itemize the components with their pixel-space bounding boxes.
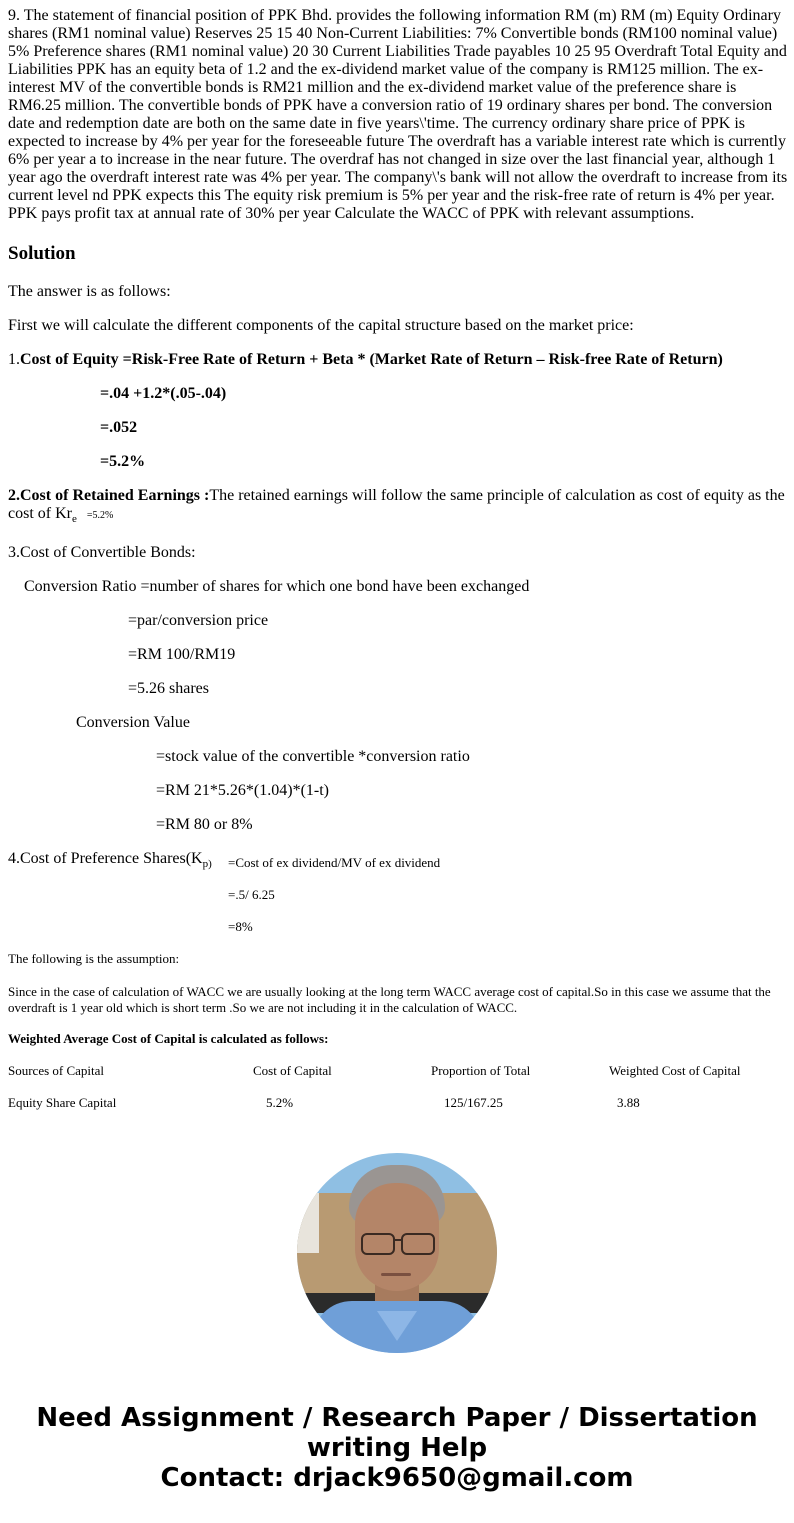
cell-source: Equity Share Capital <box>8 1095 117 1110</box>
wacc-heading: Weighted Average Cost of Capital is calculated as follows: <box>8 1031 329 1046</box>
header-sources: Sources of Capital <box>8 1063 105 1078</box>
cell-weighted: 3.88 <box>617 1095 640 1110</box>
equity-step-1: =.04 +1.2*(.05-.04) <box>100 385 227 402</box>
conversion-ratio-label: Conversion Ratio =number of shares for which one bond have been exchanged <box>24 578 530 595</box>
cell-cost: 5.2% <box>266 1095 294 1110</box>
cost-of-equity-formula <box>8 351 723 369</box>
preference-shares-title <box>8 850 212 868</box>
glasses-right-lens <box>401 1233 435 1255</box>
mouth <box>381 1273 411 1276</box>
assumption-text: Since in the case of calculation of WACC we are usually looking at the long term WACC average cost of capital.So in this case we assume that the overdraft is 1 year old which is short term .So we are not including it in the calculation of WACC. <box>8 984 771 1015</box>
conversion-value-step-2: =RM 21*5.26*(1.04)*(1-t) <box>156 782 330 799</box>
header-cost: Cost of Capital <box>253 1063 332 1078</box>
header-proportion: Proportion of Total <box>431 1063 531 1078</box>
retained-earnings-title: 2.Cost of Retained Earnings : <box>8 487 210 504</box>
conversion-ratio-step-2: =RM 100/RM19 <box>128 646 236 663</box>
solution-intro: The answer is as follows: <box>8 283 171 300</box>
promo-line-2: writing Help <box>306 1433 488 1463</box>
conversion-ratio-step-3: =5.26 shares <box>128 680 210 697</box>
question-text: 9. The statement of financial position of PPK Bhd. provides the following information RM (m) RM (m) Equity Ordinary shares (RM1 nominal value) Reserves 25 15 40 Non-Current Liabilities: 7% Convertible bonds (RM100 nominal value) 5% Preference shares (RM1 nominal value) 20 30 Current Liabilities Trade payables 10 25 95 Overdraft Total Equity and Liabilities PPK has an equity beta of 1.2 and the ex-dividend market value of the company is RM125 million. The ex-interest MV of the convertible bonds is RM21 million and the ex-dividend market value of the preference share is RM6.25 million. The convertible bonds of PPK have a conversion ratio of 19 ordinary shares per bond. The conversion date and redemption date are both on the same date in five years\'time. The currency ordinary share price of PPK is expected to increase by 4% per year for the foreseeable future The overdraft has a variable interest rate which is currently 6% per year a to increase in the near future. The overdraf has not changed in size over the last financial year, although 1 year ago the overdraft interest rate was 4% per year. The company\'s bank will not allow the overdraft to increase from its current level nd PPK expects this The equity risk premium is 5% per year and the risk-free rate of return is 4% per year. PPK pays profit tax at annual rate of 30% per year Calculate the WACC of PPK with relevant assumptions. <box>8 7 788 222</box>
preference-step-3: =8% <box>228 919 253 934</box>
glasses-bridge <box>393 1239 401 1241</box>
conversion-value-step-3: =RM 80 or 8% <box>156 816 253 833</box>
retained-earnings-text: The retained earnings will follow the same principle of calculation as cost of equity as the cost of Kr <box>8 487 785 522</box>
retained-earnings-subscript: e <box>71 513 77 525</box>
retained-earnings-value: =5.2% <box>86 510 114 521</box>
promo-line-1: Need Assignment / Research Paper / Dissertation <box>36 1403 758 1433</box>
glasses-left-lens <box>361 1233 395 1255</box>
header-weighted: Weighted Cost of Capital <box>609 1063 741 1078</box>
solution-heading: Solution <box>8 243 76 264</box>
preference-step-2: =.5/ 6.25 <box>228 887 275 902</box>
promo-banner <box>0 1403 794 1493</box>
author-photo-avatar <box>297 1153 497 1353</box>
solution-intro-2: First we will calculate the different components of the capital structure based on the market price: <box>8 317 634 334</box>
preference-subscript: p) <box>202 858 212 870</box>
retained-earnings-paragraph <box>8 487 790 525</box>
conversion-ratio-step-1: =par/conversion price <box>128 612 269 629</box>
conversion-value-label: Conversion Value <box>76 714 190 731</box>
item-number: 1. <box>8 351 20 368</box>
cost-of-equity-title: Cost of Equity =Risk-Free Rate of Return + Beta * (Market Rate of Return – Risk-free Rate of Return) <box>20 351 723 368</box>
cell-proportion: 125/167.25 <box>444 1095 503 1110</box>
assumption-heading: The following is the assumption: <box>8 951 180 966</box>
promo-contact: Contact: drjack9650@gmail.com <box>160 1463 634 1493</box>
convertible-bonds-title: 3.Cost of Convertible Bonds: <box>8 544 196 561</box>
preference-step-1: =Cost of ex dividend/MV of ex dividend <box>228 855 441 870</box>
equity-step-2: =.052 <box>100 419 138 436</box>
conversion-value-step-1: =stock value of the convertible *conversion ratio <box>156 748 470 765</box>
preference-title-text: 4.Cost of Preference Shares(K <box>8 850 203 867</box>
background-switchboard <box>297 1193 319 1253</box>
equity-step-3: =5.2% <box>100 453 146 470</box>
